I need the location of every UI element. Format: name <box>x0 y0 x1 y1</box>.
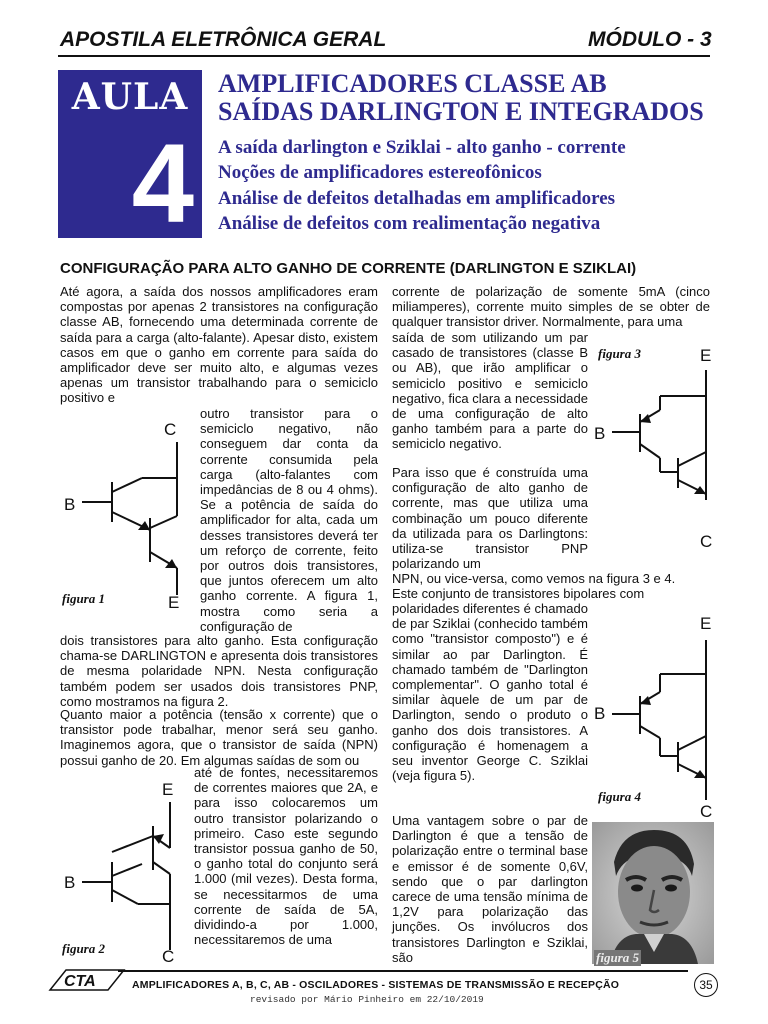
lesson-topic-3: Análise de defeitos detalhadas em amplificadores <box>218 188 616 209</box>
fig2-caption: figura 2 <box>62 941 105 956</box>
footer-rule <box>118 970 688 972</box>
footer-text: AMPLIFICADORES A, B, C, AB - OSCILADORES - SISTEMAS DE TRANSMISSÃO E RECEPÇÃO <box>132 979 620 991</box>
lesson-badge <box>58 70 202 246</box>
right-paragraph-2-end: NPN, ou vice-versa, como vemos na figura 3 e 4. <box>392 571 676 586</box>
fig2-c-label: C <box>162 947 175 966</box>
right-paragraph-3-side: polaridades diferentes é chamado de par Sziklai (conhecido também como "transistor composto") e é similar ao par Darlington. É chamado também de "Darlington complementar". O ganho total é similar àquele de um par de Darlington, sendo o produto o ganho dos dois transistores. A configuração é homenagem a seu inventor George C. Sziklai (veja figura 5). <box>392 601 588 784</box>
header-title: APOSTILA ELETRÔNICA GERAL <box>60 28 387 51</box>
figure-1-darlington-diagram <box>60 420 200 615</box>
revised-note: revisado por Mário Pinheiro em 22/10/2019 <box>250 994 484 1005</box>
fig3-b-label: B <box>594 424 606 443</box>
left-paragraph-2: Quanto maior a potência (tensão x corrente) que o transistor pode trabalhar, menor será seu ganho. Imaginemos agora, que o transistor de saída (NPN) possui ganho de 20. Em algumas saídas de som ou <box>60 707 378 768</box>
lesson-title-line1: AMPLIFICADORES CLASSE AB <box>218 69 607 98</box>
fig3-caption: figura 3 <box>598 346 641 361</box>
fig3-c-label: C <box>700 532 713 551</box>
right-paragraph-4-side: Uma vantagem sobre o par de Darlington é que a tensão de polarização entre o terminal base e emissor é de somente 0,6V, sendo que o par darlington carece de uma tensão mínima de 1,2V para polarização das junções. Os invólucros dos transistores Darlington e Sziklai, são <box>392 813 588 965</box>
lesson-topic-4: Análise de defeitos com realimentação negativa <box>218 213 601 234</box>
svg-text:CTA: CTA <box>64 973 96 990</box>
fig1-caption: figura 1 <box>62 591 105 606</box>
fig1-e-label: E <box>168 593 180 612</box>
left-paragraph-1-end: dois transistores para alto ganho. Esta configuração chama-se DARLINGTON e apresenta dois transistores de mesma polaridade NPN. Nesta configuração também podem ser usados dois transistores PNP, como mostramos na figura 2. <box>60 633 378 709</box>
fig3-e-label: E <box>700 346 712 365</box>
fig4-e-label: E <box>700 614 712 633</box>
figure-5-portrait-photo <box>592 822 714 964</box>
right-paragraph-1: corrente de polarização de somente 5mA (cinco miliamperes), corrente muito simples de se obter de qualquer transistor driver. Normalmente, para uma <box>392 284 710 330</box>
fig2-e-label: E <box>162 780 174 799</box>
lesson-number: 4 <box>131 121 194 246</box>
lesson-word: AULA <box>71 76 189 118</box>
lesson-topic-2: Noções de amplificadores estereofônicos <box>218 162 542 183</box>
lesson-topic-1: A saída darlington e Sziklai - alto ganho - corrente <box>218 137 626 158</box>
figure-4-sziklai-diagram <box>594 630 716 805</box>
right-paragraph-1-side: saída de som utilizando um par casado de transistores (classe B ou AB), que irão amplificar o semiciclo positivo e semiciclo negativo, fica clara a necessidade de uma configuração de alto ganho também para a parte do semiciclo negativo. <box>392 330 588 452</box>
fig1-b-label: B <box>64 495 76 514</box>
left-paragraph-1-side: outro transistor para o semiciclo negativo, não conseguem dar conta da corrente consumida pela carga (alto-falantes com impedâncias de 8 ou 4 ohms). Se a potência de saída do amplificador for alta, cada um desses transistores deverá ter um reforço de corrente, feito por outros dois transistores, que juntos oferecem um alto ganho corrente. A figura 1, mostra como seria a configuração de <box>200 406 378 634</box>
left-paragraph-1: Até agora, a saída dos nossos amplificadores eram compostas por apenas 2 transistores na configuração classe AB, fornecendo uma determinada corrente de saída para a carga (alto-falante). Apesar disto, existem casos em que o ganho em corrente para saída do amplificador deve ser muito alto, e algumas vezes apenas um transistor trabalhando para o semiciclo positivo e <box>60 284 378 406</box>
page-number: 35 <box>694 973 718 997</box>
fig4-b-label: B <box>594 704 606 723</box>
figure-2-pnp-darlington-diagram <box>60 790 194 965</box>
figure-3-sziklai-diagram <box>594 360 716 530</box>
lesson-title-line2: SAÍDAS DARLINGTON E INTEGRADOS <box>218 97 704 126</box>
fig4-caption: figura 4 <box>598 789 641 804</box>
right-paragraph-3-start: Este conjunto de transistores bipolares com <box>392 586 645 601</box>
cta-logo-icon <box>44 966 128 994</box>
fig4-c-label: C <box>700 802 713 821</box>
fig5-caption: figura 5 <box>596 950 639 965</box>
fig2-b-label: B <box>64 873 76 892</box>
left-paragraph-2-side: até de fontes, necessitaremos de correntes maiores que 2A, e para isso colocaremos um outro transistor polarizando o primeiro. Caso este segundo transistor possua ganho de 50, o ganho total do conjunto será 1.000 (mil vezes). Desta forma, se necessitarmos de uma corrente de saída de 5A, dividindo-a por 1.000, necessitaremos de uma <box>194 765 378 948</box>
module-label: MÓDULO - 3 <box>588 28 712 51</box>
right-paragraph-2-side: Para isso que é construída uma configuração de alto ganho de corrente, mas que utiliza uma combinação um pouco diferente da utilizada para os Darlingtons: utiliza-se transistor PNP polarizando um <box>392 465 588 572</box>
header-rule <box>58 55 710 57</box>
section-title: CONFIGURAÇÃO PARA ALTO GANHO DE CORRENTE (DARLINGTON E SZIKLAI) <box>60 260 637 277</box>
fig1-c-label: C <box>164 420 177 439</box>
